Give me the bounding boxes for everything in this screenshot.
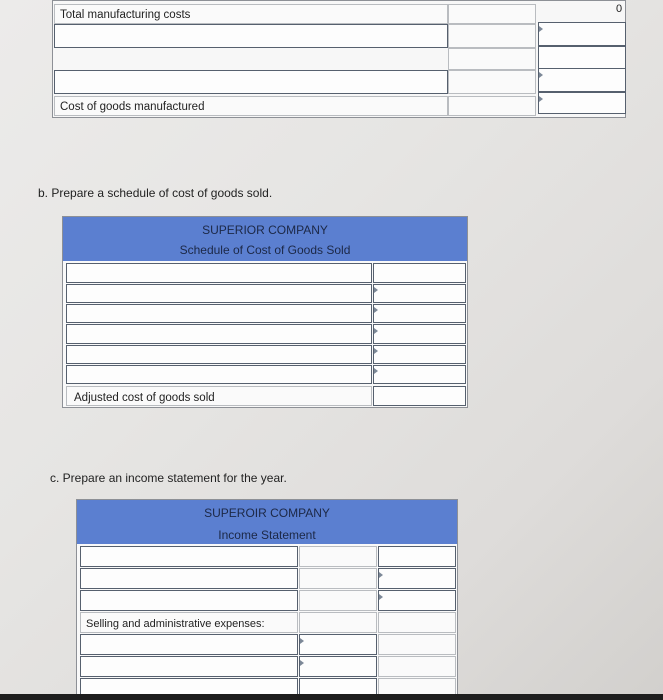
part-c-row6-mid-input[interactable] xyxy=(299,656,377,677)
part-a-row3-amount-input[interactable] xyxy=(538,68,626,92)
part-c-row1-amount-input[interactable] xyxy=(378,546,456,567)
part-c-title: Income Statement xyxy=(218,528,316,542)
part-a-row1-amount-input[interactable] xyxy=(538,22,626,46)
part-a-row3-mid-cell xyxy=(448,70,536,94)
part-c-row1-label-input[interactable] xyxy=(80,546,298,567)
part-b-row1-label-input[interactable] xyxy=(66,263,372,283)
part-c-row2-amount-input[interactable] xyxy=(378,568,456,589)
selling-admin-label: Selling and administrative expenses: xyxy=(86,618,265,630)
part-b-row1-amount-input[interactable] xyxy=(373,263,466,283)
part-b-title: Schedule of Cost of Goods Sold xyxy=(179,243,351,257)
part-c-row2-mid-cell xyxy=(299,568,377,589)
part-b-row4-caret-icon xyxy=(374,328,378,334)
part-c-row3-label-input[interactable] xyxy=(80,590,298,611)
part-c-row5-amount-cell xyxy=(378,634,456,655)
part-b-row4-amount-input[interactable] xyxy=(373,324,466,344)
part-a-row1-mid-cell xyxy=(448,24,536,48)
part-b-row6-caret-icon xyxy=(374,368,378,374)
part-a-row1-label-input[interactable] xyxy=(54,24,448,48)
part-a-row1-caret-icon xyxy=(539,26,543,32)
part-b-row3-amount-input[interactable] xyxy=(373,304,466,323)
cost-of-goods-manufactured-amount-input[interactable] xyxy=(538,92,626,114)
selling-admin-mid-cell xyxy=(299,612,377,633)
part-b-row2-label-input[interactable] xyxy=(66,284,372,303)
adjusted-cogs-label: Adjusted cost of goods sold xyxy=(74,392,215,404)
part-b-row2-caret-icon xyxy=(374,287,378,293)
part-c-row5-label-input[interactable] xyxy=(80,634,298,655)
cost-of-goods-manufactured-label: Cost of goods manufactured xyxy=(60,101,205,113)
part-c-row3-amount-input[interactable] xyxy=(378,590,456,611)
part-c-row1-mid-cell xyxy=(299,546,377,567)
part-b-row2-amount-input[interactable] xyxy=(373,284,466,303)
cost-of-goods-manufactured-mid-cell xyxy=(448,96,536,116)
part-b-row5-amount-input[interactable] xyxy=(373,345,466,364)
total-manufacturing-costs-label: Total manufacturing costs xyxy=(60,9,191,21)
part-c-company: SUPEROIR COMPANY xyxy=(204,506,330,520)
part-b-row3-label-input[interactable] xyxy=(66,304,372,323)
part-a-row3-label-input[interactable] xyxy=(54,70,448,94)
part-c-row6-label-input[interactable] xyxy=(80,656,298,677)
part-c-row2-caret-icon xyxy=(379,572,383,578)
part-c-row3-caret-icon xyxy=(379,594,383,600)
part-c-row5-mid-input[interactable] xyxy=(299,634,377,655)
part-b-instruction: b. Prepare a schedule of cost of goods sold. xyxy=(38,186,273,200)
part-c-instruction: c. Prepare an income statement for the year. xyxy=(50,471,287,485)
part-b-row5-caret-icon xyxy=(374,348,378,354)
selling-admin-amount-cell xyxy=(378,612,456,633)
total-manufacturing-costs-mid-cell xyxy=(448,4,536,24)
adjusted-cogs-amount-input[interactable] xyxy=(373,386,466,406)
part-b-row6-amount-input[interactable] xyxy=(373,365,466,384)
part-c-row6-caret-icon xyxy=(300,660,304,666)
part-b-row6-label-input[interactable] xyxy=(66,365,372,384)
part-a-row2-mid-cell xyxy=(448,48,536,70)
part-a-header-value: 0 xyxy=(616,3,623,15)
part-b-row4-label-input[interactable] xyxy=(66,324,372,344)
part-a-row3-caret-icon xyxy=(539,72,543,78)
part-b-company: SUPERIOR COMPANY xyxy=(202,223,328,237)
part-a-row2-amount-input[interactable] xyxy=(538,46,626,70)
part-c-row2-label-input[interactable] xyxy=(80,568,298,589)
part-b-row3-caret-icon xyxy=(374,307,378,313)
cost-of-goods-manufactured-caret-icon xyxy=(539,96,543,102)
part-b-row5-label-input[interactable] xyxy=(66,345,372,364)
bottom-edge xyxy=(0,694,663,700)
part-c-row3-mid-cell xyxy=(299,590,377,611)
part-c-row6-amount-cell xyxy=(378,656,456,677)
part-c-row5-caret-icon xyxy=(300,638,304,644)
